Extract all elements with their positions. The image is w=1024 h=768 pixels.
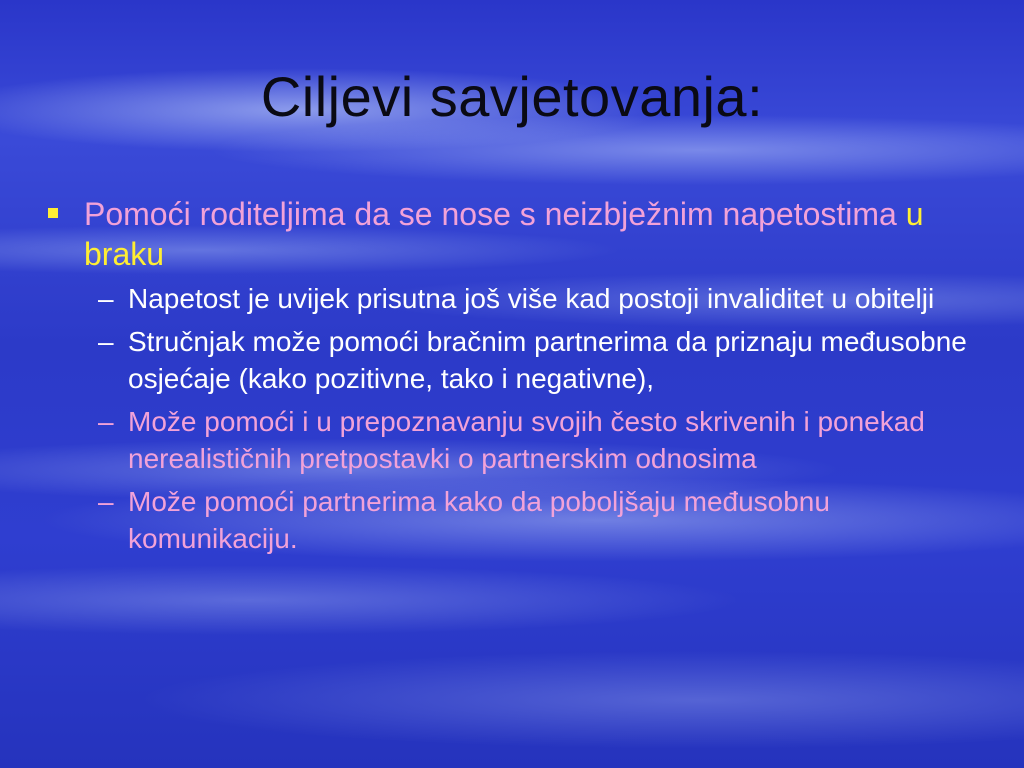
slide-content [46, 194, 996, 557]
dash-bullet: – [98, 283, 114, 314]
main-bullet [46, 194, 996, 274]
sub-bullet-text: Može pomoći partnerima kako da poboljšaju međusobnu komunikaciju. [128, 486, 830, 554]
square-bullet-icon [48, 208, 58, 218]
dash-bullet: – [98, 406, 114, 437]
sub-bullet [46, 483, 996, 557]
sub-bullet-text: Napetost je uvijek prisutna još više kad postoji invaliditet u obitelji [128, 283, 935, 314]
main-bullet-text: Pomoći roditeljima da se nose s neizbježnim napetostima [84, 196, 906, 232]
dash-bullet: – [98, 326, 114, 357]
sub-bullet [46, 403, 996, 477]
sub-bullet-text: Stručnjak može pomoći bračnim partnerima da priznaju međusobne osjećaje (kako pozitivne, tako i negativne), [128, 326, 967, 394]
dash-bullet: – [98, 486, 114, 517]
sub-bullet [46, 280, 996, 317]
slide-title: Ciljevi savjetovanja: [260, 65, 764, 128]
sub-bullet-text: Može pomoći i u prepoznavanju svojih često skrivenih i ponekad nerealističnih pretpostavki o partnerskim odnosima [128, 406, 925, 474]
sub-bullet [46, 323, 996, 397]
main-bullet-highlight: u braku [84, 196, 924, 272]
